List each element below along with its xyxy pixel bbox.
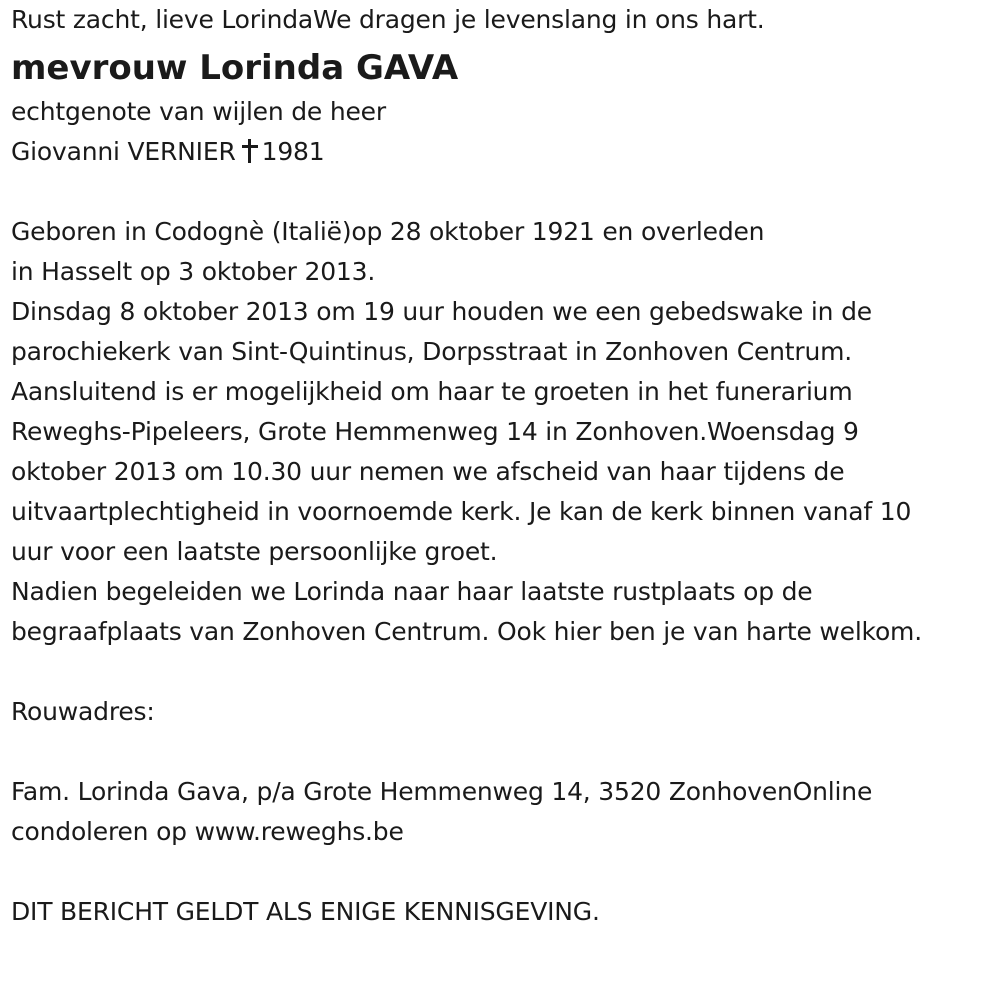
address-line: condoleren op www.reweghs.be xyxy=(11,817,404,846)
spacer xyxy=(11,172,996,212)
body-line: oktober 2013 om 10.30 uur nemen we afscheid van haar tijdens de xyxy=(11,457,845,486)
address-line: Fam. Lorinda Gava, p/a Grote Hemmenweg 14, 3520 ZonhovenOnline xyxy=(11,777,873,806)
body-line: uur voor een laatste persoonlijke groet. xyxy=(11,537,498,566)
spouse-name: Giovanni VERNIER xyxy=(11,137,236,166)
address-label: Rouwadres: xyxy=(11,697,155,726)
spouse-line: echtgenote van wijlen de heer xyxy=(11,97,386,126)
body-line: uitvaartplechtigheid in voornoemde kerk. Je kan de kerk binnen vanaf 10 xyxy=(11,497,912,526)
spacer xyxy=(11,852,996,892)
death-notice xyxy=(11,0,996,932)
deceased-name: mevrouw Lorinda GAVA xyxy=(11,48,459,88)
closing-line: DIT BERICHT GELDT ALS ENIGE KENNISGEVING. xyxy=(11,897,600,926)
body-line: in Hasselt op 3 oktober 2013. xyxy=(11,257,376,286)
body-line: parochiekerk van Sint-Quintinus, Dorpsstraat in Zonhoven Centrum. xyxy=(11,337,853,366)
body-line: begraafplaats van Zonhoven Centrum. Ook hier ben je van harte welkom. xyxy=(11,617,922,646)
body-line: Geboren in Codognè (Italië)op 28 oktober 1921 en overleden xyxy=(11,217,765,246)
opening-line: Rust zacht, lieve LorindaWe dragen je levenslang in ons hart. xyxy=(11,5,765,34)
body-line: Dinsdag 8 oktober 2013 om 19 uur houden we een gebedswake in de xyxy=(11,297,872,326)
cross-icon xyxy=(242,139,258,163)
body-line: Reweghs-Pipeleers, Grote Hemmenweg 14 in Zonhoven.Woensdag 9 xyxy=(11,417,859,446)
body-line: Aansluitend is er mogelijkheid om haar te groeten in het funerarium xyxy=(11,377,853,406)
body-line: Nadien begeleiden we Lorinda naar haar laatste rustplaats op de xyxy=(11,577,813,606)
spacer xyxy=(11,732,996,772)
spouse-details xyxy=(11,132,996,172)
spacer xyxy=(11,652,996,692)
spouse-death-year: 1981 xyxy=(261,137,325,166)
